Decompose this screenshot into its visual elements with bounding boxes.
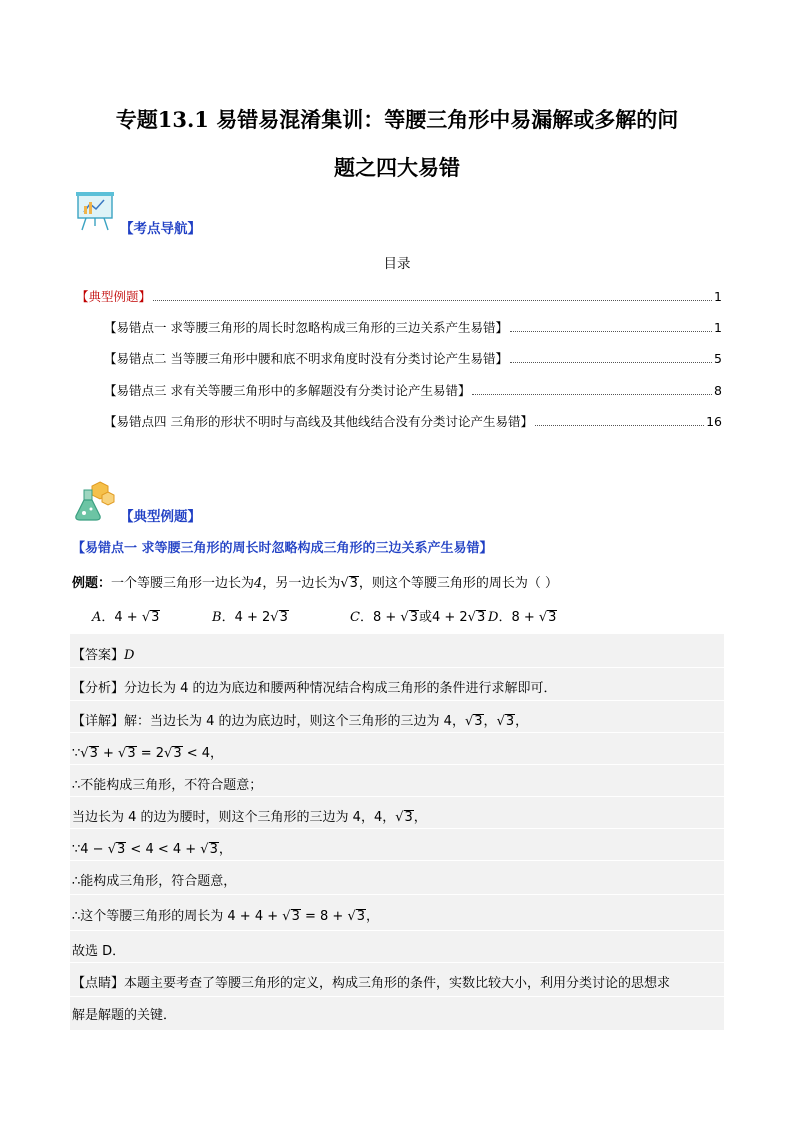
detail-line: ∵√3 + √3 = 2√3 < 4， (72, 746, 224, 761)
error-point-heading: 【易错点一 求等腰三角形的周长时忽略构成三角形的三边关系产生易错】 (72, 541, 493, 556)
choice-c[interactable]: C．8 + √3或4 + 2√3 (350, 610, 486, 625)
detail-line: ∴这个等腰三角形的周长为 4 + 4 + √3 = 8 + √3， (72, 909, 380, 924)
answer-line: 【答案】D (72, 648, 135, 663)
comment-line: 解是解题的关键． (72, 1008, 177, 1023)
detail-line: 当边长为 4 的边为腰时，则这个三角形的三边为 4，4，√3， (72, 810, 427, 825)
example-question: 例题：一个等腰三角形一边长为4，另一边长为√3，则这个等腰三角形的周长为（ ） (72, 576, 559, 591)
choice-d[interactable]: D．8 + √3 (488, 610, 557, 625)
toc-item[interactable]: 【典型例题】 1 (76, 289, 722, 304)
detail-line: ∵4 − √3 < 4 < 4 + √3， (72, 842, 232, 857)
examples-section-heading: 【典型例题】 (120, 509, 201, 525)
document-title: 专题13.1 易错易混淆集训：等腰三角形中易漏解或多解的问 题之四大易错 (115, 107, 679, 180)
toc-item[interactable]: 【易错点一 求等腰三角形的周长时忽略构成三角形的三边关系产生易错】 1 (104, 320, 722, 335)
analysis-line: 【分析】分边长为 4 的边为底边和腰两种情况结合构成三角形的条件进行求解即可． (72, 681, 557, 696)
choice-a[interactable]: A．4 + √3 (92, 610, 160, 625)
detail-line: ∴不能构成三角形，不符合题意； (72, 778, 263, 793)
presentation-board-icon (74, 190, 118, 236)
toc-item[interactable]: 【易错点三 求有关等腰三角形中的多解题没有分类讨论产生易错】 8 (104, 383, 722, 398)
toc-item[interactable]: 【易错点四 三角形的形状不明时与高线及其他线结合没有分类讨论产生易错】 16 (104, 414, 722, 429)
choice-b[interactable]: B．4 + 2√3 (212, 610, 288, 625)
nav-section-heading: 【考点导航】 (120, 221, 201, 237)
toc-title: 目录 (383, 256, 411, 272)
detail-line: 【详解】解：当边长为 4 的边为底边时，则这个三角形的三边为 4，√3，√3， (72, 714, 529, 729)
comment-line: 【点睛】本题主要考查了等腰三角形的定义，构成三角形的条件，实数比较大小，利用分类讨论的思想求 (72, 976, 671, 991)
detail-line: 故选 D． (72, 944, 126, 959)
flask-hexagon-icon (72, 478, 116, 526)
detail-line: ∴能构成三角形，符合题意， (72, 874, 237, 889)
toc-item[interactable]: 【易错点二 当等腰三角形中腰和底不明求角度时没有分类讨论产生易错】 5 (104, 351, 722, 366)
